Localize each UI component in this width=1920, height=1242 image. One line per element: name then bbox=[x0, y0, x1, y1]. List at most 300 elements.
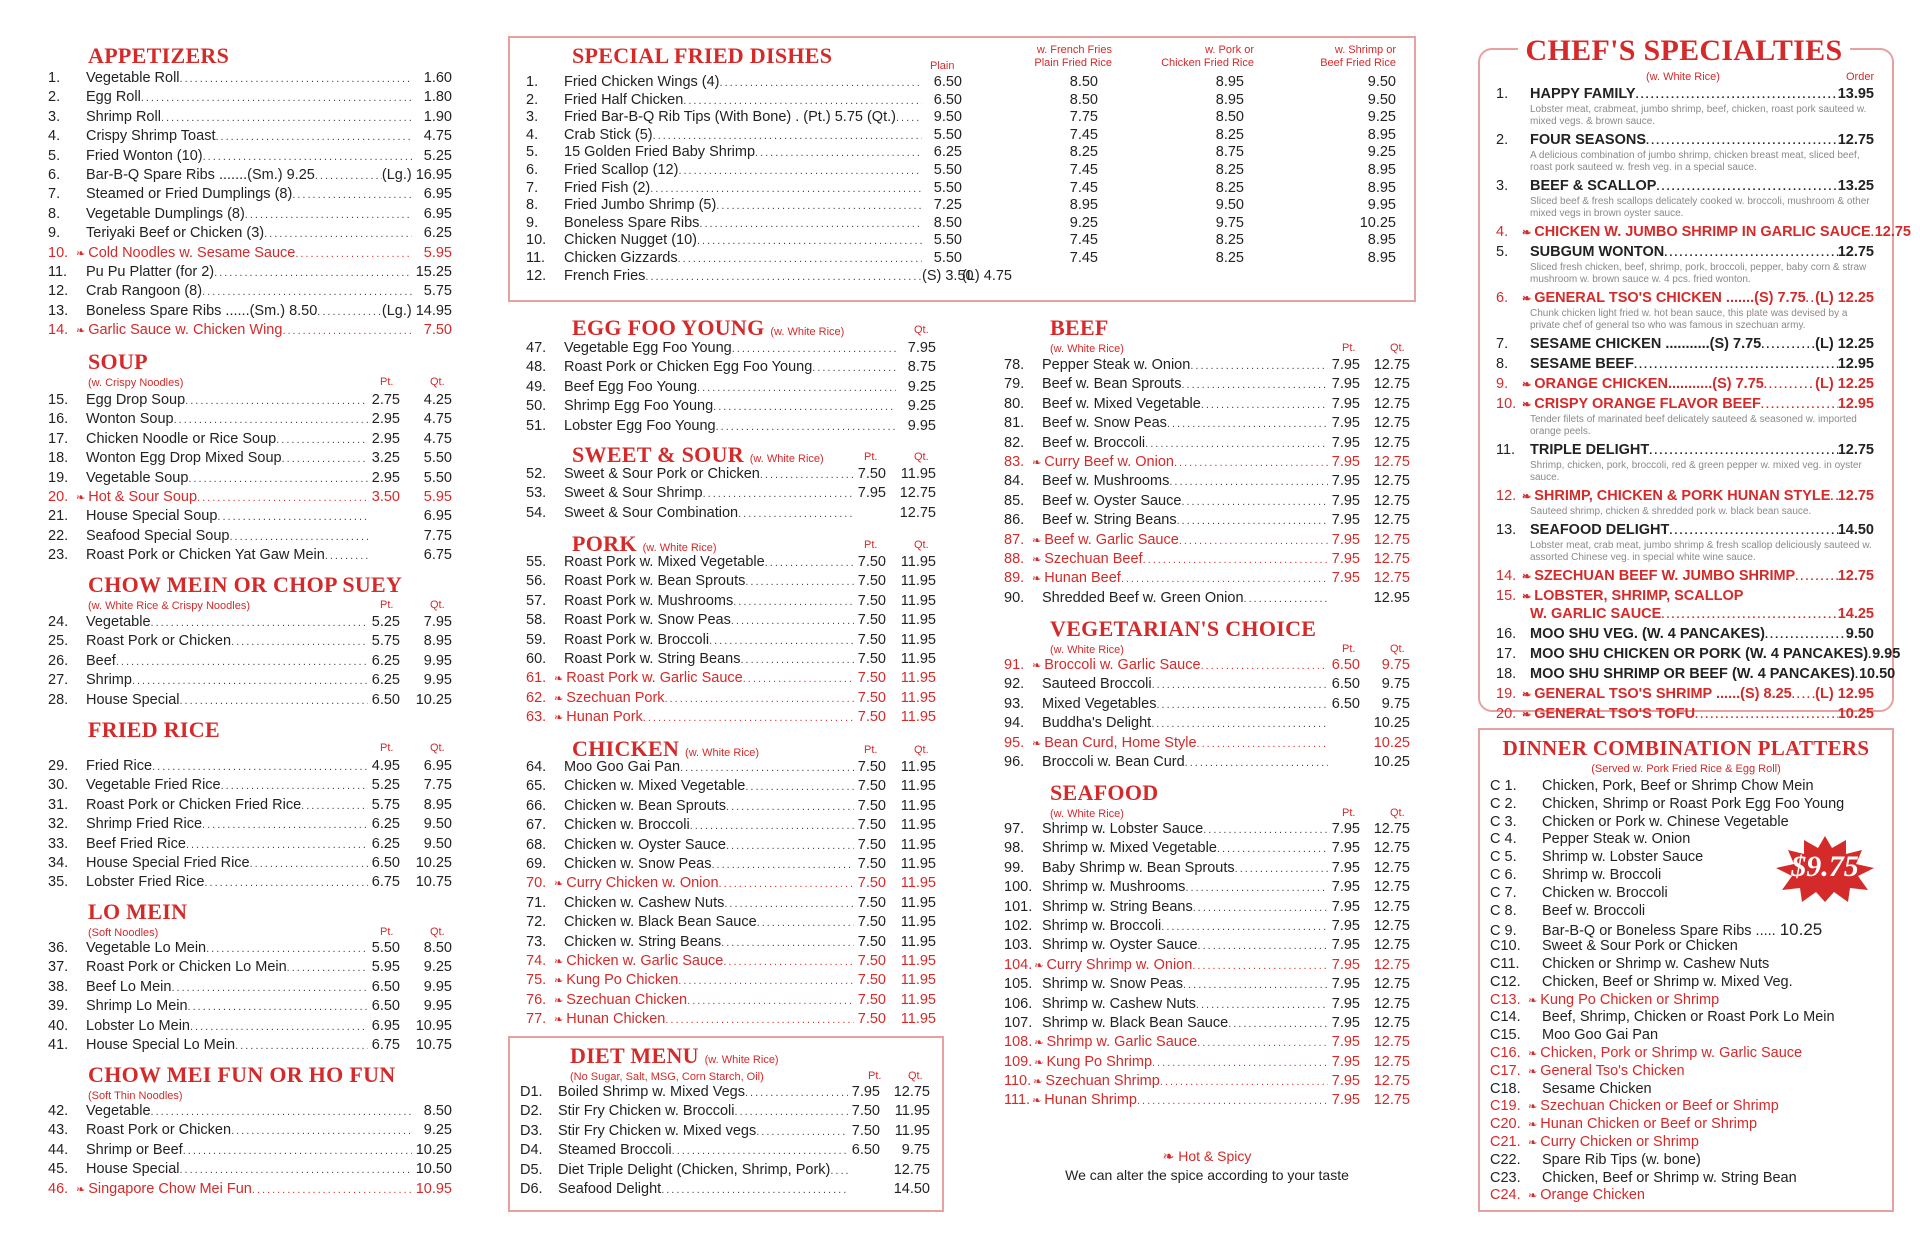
menu-item bbox=[1004, 512, 1410, 531]
item-number: 108. bbox=[1004, 1034, 1033, 1051]
item-price-a: 7.25 bbox=[933, 197, 962, 214]
item-price-quart: 9.95 bbox=[423, 978, 452, 995]
leader-dots bbox=[151, 617, 368, 629]
item-price-a: 6.25 bbox=[933, 144, 962, 161]
item-price: 13.95 bbox=[1837, 86, 1874, 102]
item-price-pint: 7.50 bbox=[857, 952, 886, 969]
item-price: 9.25 bbox=[907, 378, 936, 395]
chef-item bbox=[1496, 356, 1874, 374]
item-number: C16. bbox=[1490, 1044, 1521, 1061]
chef-item bbox=[1496, 132, 1874, 150]
item-name: Roast Pork w. Bean Sprouts bbox=[564, 573, 746, 590]
menu-item bbox=[526, 972, 936, 991]
seafood-list bbox=[1004, 821, 1410, 1112]
leader-dots bbox=[665, 693, 854, 705]
qt-label: Qt. bbox=[914, 744, 929, 756]
combo-item bbox=[1490, 1187, 1880, 1205]
pt-label: Pt. bbox=[380, 742, 394, 754]
item-number: 67. bbox=[526, 817, 547, 834]
leader-dots bbox=[245, 209, 412, 221]
item-price-pint: 7.95 bbox=[1331, 917, 1360, 934]
leader-dots bbox=[1636, 89, 1838, 101]
menu-item bbox=[526, 340, 936, 359]
item-price: (Lg.) 14.95 bbox=[381, 302, 452, 319]
item-number: 82. bbox=[1004, 434, 1025, 451]
item-name: Fried Wonton (10) bbox=[86, 147, 203, 164]
leader-dots bbox=[282, 325, 412, 337]
pork-title-text: PORK bbox=[572, 531, 637, 556]
item-number: 5. bbox=[526, 144, 539, 161]
menu-item bbox=[526, 180, 1396, 198]
item-number: 19. bbox=[48, 469, 69, 486]
item-price-quart: 9.95 bbox=[423, 652, 452, 669]
item-number: 79. bbox=[1004, 376, 1025, 393]
pepper-icon: ❧ bbox=[554, 955, 564, 968]
item-price: 12.75 bbox=[1837, 568, 1874, 584]
leader-dots bbox=[1196, 999, 1328, 1011]
item-price-quart: 11.95 bbox=[900, 991, 936, 1008]
item-price: 12.75 bbox=[1874, 224, 1911, 240]
item-price: 12.95 bbox=[1837, 356, 1874, 372]
fries-label-2: Plain Fried Rice bbox=[1034, 57, 1112, 69]
item-number: 98. bbox=[1004, 840, 1025, 857]
menu-item bbox=[1004, 676, 1410, 695]
item-price-pint: 7.50 bbox=[857, 554, 886, 570]
item-price-pint: 7.50 bbox=[857, 778, 886, 795]
chef-item bbox=[1496, 376, 1874, 394]
price-badge bbox=[1770, 834, 1880, 904]
leader-dots bbox=[188, 473, 368, 485]
item-price-a: 5.50 bbox=[933, 179, 962, 196]
item-price-pint: 7.50 bbox=[857, 855, 886, 872]
leader-dots bbox=[743, 673, 854, 685]
chef-item bbox=[1496, 706, 1874, 724]
item-price-d: 10.25 bbox=[1359, 214, 1396, 231]
beef-title: BEEF bbox=[1050, 315, 1109, 340]
menu-item bbox=[1004, 735, 1410, 754]
item-price-d: 8.95 bbox=[1367, 161, 1396, 178]
item-price-a: 9.50 bbox=[933, 109, 962, 126]
item-number: 8. bbox=[526, 197, 539, 214]
item-name: Baby Shrimp w. Bean Sprouts bbox=[1042, 859, 1235, 876]
item-price-quart: 12.75 bbox=[1373, 995, 1410, 1012]
item-price-quart: 11.95 bbox=[894, 1122, 930, 1139]
menu-item bbox=[48, 672, 452, 691]
hot-legend bbox=[1004, 1148, 1410, 1183]
combo-item bbox=[1490, 796, 1880, 814]
item-name: Wonton Soup bbox=[86, 411, 174, 428]
item-name: SHRIMP, CHICKEN & PORK HUNAN STYLE bbox=[1534, 488, 1831, 504]
leader-dots bbox=[1145, 438, 1328, 450]
item-name: Pu Pu Platter (for 2) bbox=[86, 263, 215, 280]
price-badge-text: $9.75 bbox=[1791, 850, 1859, 883]
item-price-quart: 9.75 bbox=[1381, 657, 1410, 673]
item-number: C12. bbox=[1490, 973, 1521, 990]
item-number: 15. bbox=[48, 392, 69, 408]
chef-item bbox=[1496, 646, 1901, 664]
leader-dots bbox=[1203, 824, 1328, 836]
menu-item bbox=[526, 379, 936, 398]
pepper-icon: ❧ bbox=[1034, 959, 1044, 972]
pepper-icon: ❧ bbox=[1034, 1056, 1044, 1069]
leader-dots bbox=[643, 712, 854, 724]
item-number: 11. bbox=[1496, 442, 1516, 458]
item-price-d: 9.50 bbox=[1367, 74, 1396, 90]
menu-item bbox=[1004, 473, 1410, 492]
item-price-pint: 6.75 bbox=[371, 1036, 400, 1053]
item-name: Sweet & Sour Combination bbox=[564, 504, 739, 521]
chef-item bbox=[1496, 626, 1874, 644]
leader-dots bbox=[738, 508, 854, 520]
item-number: 29. bbox=[48, 758, 69, 774]
sweetsour-header bbox=[526, 451, 936, 465]
item-number: 18. bbox=[1496, 666, 1517, 682]
item-number: 56. bbox=[526, 573, 547, 590]
pepper-icon: ❧ bbox=[1032, 534, 1042, 547]
item-price: (L) 12.25 bbox=[1815, 290, 1874, 306]
item-name: Beef bbox=[86, 652, 116, 669]
item-price-pint: 6.25 bbox=[371, 672, 400, 689]
combo-item bbox=[1490, 778, 1880, 796]
item-price-quart: 11.95 bbox=[900, 631, 936, 648]
item-price-pint: 7.95 bbox=[851, 1084, 880, 1100]
item-number: C24. bbox=[1490, 1187, 1521, 1204]
item-price-pint: 6.25 bbox=[371, 835, 400, 852]
item-name: Shrimp w. String Beans bbox=[1042, 898, 1193, 915]
item-price-quart: 9.95 bbox=[423, 998, 452, 1015]
item-number: C22. bbox=[1490, 1151, 1521, 1168]
combo-item bbox=[1490, 1170, 1880, 1188]
item-price-quart: 12.75 bbox=[1373, 395, 1410, 412]
item-name: Seafood Delight bbox=[558, 1180, 662, 1197]
leader-dots bbox=[661, 1184, 848, 1196]
leader-dots bbox=[1764, 379, 1815, 391]
item-number: C 4. bbox=[1490, 831, 1517, 848]
item-name: Fried Jumbo Shrimp (5) bbox=[564, 197, 717, 214]
item-price: 8.75 bbox=[907, 359, 936, 376]
sweetsour-list bbox=[526, 466, 936, 524]
item-number: 6. bbox=[48, 166, 61, 183]
item-price-c: 8.25 bbox=[1215, 161, 1244, 178]
item-number: C13. bbox=[1490, 991, 1521, 1008]
item-price-pint: 7.95 bbox=[1331, 1034, 1360, 1051]
item-name: Beef Fried Rice bbox=[86, 835, 186, 852]
item-price-quart: 12.75 bbox=[1373, 917, 1410, 934]
item-price-pint: 6.25 bbox=[371, 652, 400, 669]
qt-label: Qt. bbox=[1390, 807, 1405, 819]
item-description: Sliced fresh chicken, beef, shrimp, pork, broccoli, pepper, baby corn & straw mushroom w. brown sauce w. 4 pcs. fried wonton. bbox=[1530, 262, 1867, 285]
item-price: 10.50 bbox=[1858, 666, 1896, 682]
item-price-pint: 7.95 bbox=[1331, 879, 1360, 896]
pork-label-2: Chicken Fried Rice bbox=[1161, 57, 1254, 69]
item-name: Beef Egg Foo Young bbox=[564, 378, 698, 395]
item-price-pint: 2.95 bbox=[371, 430, 400, 447]
item-number: 22. bbox=[48, 527, 69, 544]
item-number: 13. bbox=[48, 302, 69, 319]
menu-item bbox=[1004, 657, 1410, 676]
item-price-c: 8.50 bbox=[1215, 109, 1244, 126]
qt-label: Qt. bbox=[914, 324, 929, 336]
menu-item bbox=[48, 979, 452, 998]
chef-item bbox=[1496, 686, 1874, 704]
menu-item bbox=[48, 998, 452, 1017]
item-number: D6. bbox=[520, 1180, 543, 1197]
leader-dots bbox=[295, 248, 412, 260]
item-price-pint: 6.50 bbox=[851, 1142, 880, 1159]
item-price-pint: 7.95 bbox=[1331, 1053, 1360, 1070]
menu-item bbox=[1004, 899, 1410, 918]
item-number: 64. bbox=[526, 759, 547, 775]
item-price-pint: 7.95 bbox=[1331, 840, 1360, 857]
menu-item bbox=[48, 508, 452, 527]
leader-dots bbox=[896, 112, 922, 124]
menu-item bbox=[48, 431, 452, 450]
item-price-c: 9.75 bbox=[1215, 214, 1244, 231]
item-name: Moo Goo Gai Pan bbox=[564, 759, 681, 775]
item-number: C11. bbox=[1490, 955, 1520, 972]
qt-label: Qt. bbox=[430, 376, 445, 388]
item-number: 13. bbox=[1496, 522, 1517, 538]
item-price-quart: 5.50 bbox=[423, 450, 452, 467]
menu-item bbox=[48, 322, 452, 341]
item-name: TRIPLE DELIGHT bbox=[1530, 442, 1650, 458]
item-price-pint: 7.50 bbox=[857, 894, 886, 911]
menu-item bbox=[526, 109, 1396, 127]
leader-dots bbox=[760, 469, 854, 481]
leader-dots bbox=[1761, 399, 1838, 411]
item-price-c: 8.25 bbox=[1215, 126, 1244, 143]
leader-dots bbox=[1185, 882, 1328, 894]
menu-item bbox=[526, 817, 936, 836]
item-price-d: 9.25 bbox=[1367, 144, 1396, 161]
appetizers-list bbox=[48, 70, 452, 341]
item-price-quart: 7.75 bbox=[423, 777, 452, 794]
item-description: A delicious combination of jumbo shrimp, chicken breast meat, sliced beef, roast pork sauteed w. fresh veg. in a special sauce. bbox=[1530, 150, 1860, 173]
item-price-quart: 7.95 bbox=[423, 614, 452, 630]
pepper-icon: ❧ bbox=[1032, 1095, 1042, 1108]
item-price-c: 8.75 bbox=[1215, 144, 1244, 161]
item-price-pint: 7.95 bbox=[1331, 976, 1360, 993]
menu-item bbox=[526, 197, 1396, 215]
item-name: FOUR SEASONS bbox=[1530, 132, 1647, 148]
leader-dots bbox=[697, 382, 896, 394]
item-price-quart: 12.75 bbox=[1373, 1014, 1410, 1031]
qt-label: Qt. bbox=[914, 451, 929, 463]
menu-item bbox=[48, 959, 452, 978]
special-list bbox=[526, 74, 1396, 285]
combo-item bbox=[1490, 974, 1880, 992]
menu-item bbox=[526, 144, 1396, 162]
item-price-quart: 12.75 bbox=[1373, 859, 1410, 876]
menu-item bbox=[526, 398, 936, 417]
leader-dots bbox=[1197, 738, 1328, 750]
item-price-quart: 12.75 bbox=[1373, 357, 1410, 373]
item-price-quart: 11.95 bbox=[900, 592, 936, 609]
leader-dots bbox=[1201, 660, 1328, 672]
item-number: 55. bbox=[526, 554, 547, 570]
item-name: Vegetable Dumplings (8) bbox=[86, 205, 245, 222]
leader-dots bbox=[151, 1106, 412, 1118]
item-name: Bar-B-Q or Boneless Spare Ribs ..... bbox=[1542, 923, 1776, 940]
item-number: 1. bbox=[48, 70, 61, 86]
item-number: 31. bbox=[48, 796, 69, 813]
combo-item bbox=[1490, 1116, 1880, 1134]
pork-label: w. Pork or bbox=[1205, 44, 1254, 56]
item-name: MOO SHU CHICKEN OR PORK (W. 4 PANCAKES) bbox=[1530, 646, 1869, 662]
menu-item bbox=[48, 633, 452, 652]
item-price-quart: 11.95 bbox=[900, 875, 936, 892]
item-number: 101. bbox=[1004, 898, 1033, 915]
veg-note: (w. White Rice) bbox=[1050, 644, 1124, 656]
leader-dots bbox=[1160, 1076, 1328, 1088]
item-price-d: 9.95 bbox=[1367, 197, 1396, 214]
item-number: 89. bbox=[1004, 570, 1025, 587]
item-number: 46. bbox=[48, 1180, 69, 1197]
item-price-pint: 7.50 bbox=[851, 1122, 880, 1139]
item-name: Chicken w. Snow Peas bbox=[564, 855, 712, 872]
pt-label: Pt. bbox=[1342, 342, 1356, 354]
menu-item bbox=[526, 837, 936, 856]
item-number: 59. bbox=[526, 631, 547, 648]
leader-dots bbox=[690, 820, 854, 832]
combo-item bbox=[1490, 1098, 1880, 1116]
item-price-quart: 12.75 bbox=[1373, 473, 1410, 490]
menu-item bbox=[526, 856, 936, 875]
item-name: Broccoli w. Garlic Sauce bbox=[1044, 657, 1201, 673]
item-number: 10. bbox=[48, 244, 69, 261]
item-price: 12.75 bbox=[1837, 442, 1874, 458]
item-name: Beef, Shrimp, Chicken or Roast Pork Lo Mein bbox=[1542, 1009, 1835, 1026]
item-price-b: 7.45 bbox=[1069, 126, 1098, 143]
item-name: Hunan Beef bbox=[1044, 570, 1121, 587]
pepper-icon: ❧ bbox=[1032, 660, 1042, 672]
combo-item bbox=[1490, 1045, 1880, 1063]
pepper-icon: ❧ bbox=[1528, 994, 1538, 1007]
pepper-icon: ❧ bbox=[1528, 1119, 1538, 1132]
item-number: 99. bbox=[1004, 859, 1025, 876]
pork-header bbox=[526, 539, 936, 553]
item-name: Roast Pork or Chicken Fried Rice bbox=[86, 796, 302, 813]
item-price-quart: 11.95 bbox=[900, 466, 936, 482]
item-number: 52. bbox=[526, 466, 547, 482]
item-description: Sauteed shrimp, chicken & shredded pork w. black bean sauce. bbox=[1530, 506, 1812, 517]
item-name: Chicken or Pork w. Chinese Vegetable bbox=[1542, 813, 1789, 830]
leader-dots bbox=[1177, 515, 1328, 527]
item-number: 35. bbox=[48, 874, 69, 891]
menu-item bbox=[1004, 976, 1410, 995]
item-description: Lobster meat, crabmeat, jumbo shrimp, beef, chicken, roast pork sauteed w. mixed vegs. & brown sauce. bbox=[1530, 104, 1867, 127]
item-price-quart: 12.75 bbox=[1373, 1092, 1410, 1109]
leader-dots bbox=[756, 1126, 848, 1138]
item-price-quart: 4.75 bbox=[423, 411, 452, 428]
item-name: Diet Triple Delight (Chicken, Shrimp, Pork) bbox=[558, 1161, 831, 1178]
leader-dots bbox=[1761, 339, 1815, 351]
item-number: 20. bbox=[1496, 706, 1517, 722]
leader-dots bbox=[186, 839, 368, 851]
menu-item bbox=[1004, 1054, 1410, 1073]
veg-header bbox=[1004, 643, 1410, 657]
item-name: Chicken w. Cashew Nuts bbox=[564, 894, 725, 911]
item-price-pint: 6.50 bbox=[371, 854, 400, 871]
menu-item bbox=[48, 874, 452, 893]
soup-title: SOUP bbox=[88, 349, 148, 374]
pepper-icon: ❧ bbox=[1032, 737, 1042, 750]
chef-item bbox=[1496, 244, 1874, 262]
item-name: Shrimp w. Broccoli bbox=[1542, 866, 1662, 883]
item-number: 1. bbox=[1496, 86, 1509, 102]
item-price-quart: 12.95 bbox=[1373, 589, 1410, 606]
item-price-pint: 6.50 bbox=[1331, 657, 1360, 673]
item-name: House Special Lo Mein bbox=[86, 1036, 236, 1053]
diet-header bbox=[520, 1070, 930, 1084]
item-name-2: W. GARLIC SAUCE bbox=[1530, 606, 1662, 622]
menu-item bbox=[48, 470, 452, 489]
qt-label: Qt. bbox=[914, 539, 929, 551]
leader-dots bbox=[645, 271, 922, 283]
item-name: ORANGE CHICKEN...........(S) 7.75 bbox=[1534, 376, 1764, 392]
item-number: 12. bbox=[526, 267, 547, 284]
combo-item bbox=[1490, 992, 1880, 1010]
leader-dots bbox=[755, 147, 922, 159]
item-price: (L) 12.25 bbox=[1815, 376, 1874, 392]
item-price-quart: 12.75 bbox=[893, 1084, 930, 1100]
menu-item bbox=[526, 632, 936, 651]
fries-label: w. French Fries bbox=[1036, 44, 1112, 56]
leader-dots bbox=[1192, 960, 1328, 972]
leader-dots bbox=[197, 492, 368, 504]
item-name: Orange Chicken bbox=[1540, 1187, 1645, 1204]
item-price: (L) 12.95 bbox=[1815, 686, 1874, 702]
item-price-quart: 9.75 bbox=[901, 1142, 930, 1159]
item-name: Chicken w. String Beans bbox=[564, 933, 722, 950]
leader-dots bbox=[1830, 491, 1837, 503]
item-number: 76. bbox=[526, 991, 547, 1008]
item-price-pint: 7.95 bbox=[1331, 821, 1360, 837]
combo-item bbox=[1490, 1009, 1880, 1027]
combo-title: DINNER COMBINATION PLATTERS bbox=[1502, 736, 1870, 760]
item-price-d: 8.95 bbox=[1367, 249, 1396, 266]
menu-item bbox=[526, 612, 936, 631]
menu-item bbox=[48, 528, 452, 547]
item-price: 12.75 bbox=[1837, 244, 1874, 260]
item-name: House Special bbox=[86, 691, 180, 708]
item-number: 5. bbox=[48, 147, 61, 164]
item-name: Sweet & Sour Pork or Chicken bbox=[1542, 938, 1738, 955]
item-name: Steamed Broccoli bbox=[558, 1142, 672, 1159]
menu-item bbox=[1004, 590, 1410, 609]
menu-item bbox=[526, 914, 936, 933]
leader-dots bbox=[1190, 360, 1328, 372]
item-price-a: 6.50 bbox=[933, 74, 962, 90]
item-number: 65. bbox=[526, 778, 547, 795]
menu-item bbox=[526, 709, 936, 728]
item-price-pint: 7.50 bbox=[857, 972, 886, 989]
pt-label: Pt. bbox=[380, 926, 394, 938]
leader-dots bbox=[716, 421, 896, 433]
pepper-icon: ❧ bbox=[1528, 1101, 1538, 1114]
menu-item bbox=[520, 1123, 930, 1142]
item-name: BEEF & SCALLOP bbox=[1530, 178, 1657, 194]
item-price-quart: 12.75 bbox=[1373, 1073, 1410, 1090]
item-price-quart: 12.75 bbox=[1373, 512, 1410, 529]
item-number: 93. bbox=[1004, 695, 1025, 712]
leader-dots bbox=[733, 596, 854, 608]
sweetsour-title-text: SWEET & SOUR bbox=[572, 442, 744, 467]
item-number: 11. bbox=[526, 249, 546, 266]
menu-item bbox=[48, 855, 452, 874]
item-price-pint: 2.75 bbox=[371, 392, 400, 408]
item-number: 7. bbox=[48, 186, 61, 203]
